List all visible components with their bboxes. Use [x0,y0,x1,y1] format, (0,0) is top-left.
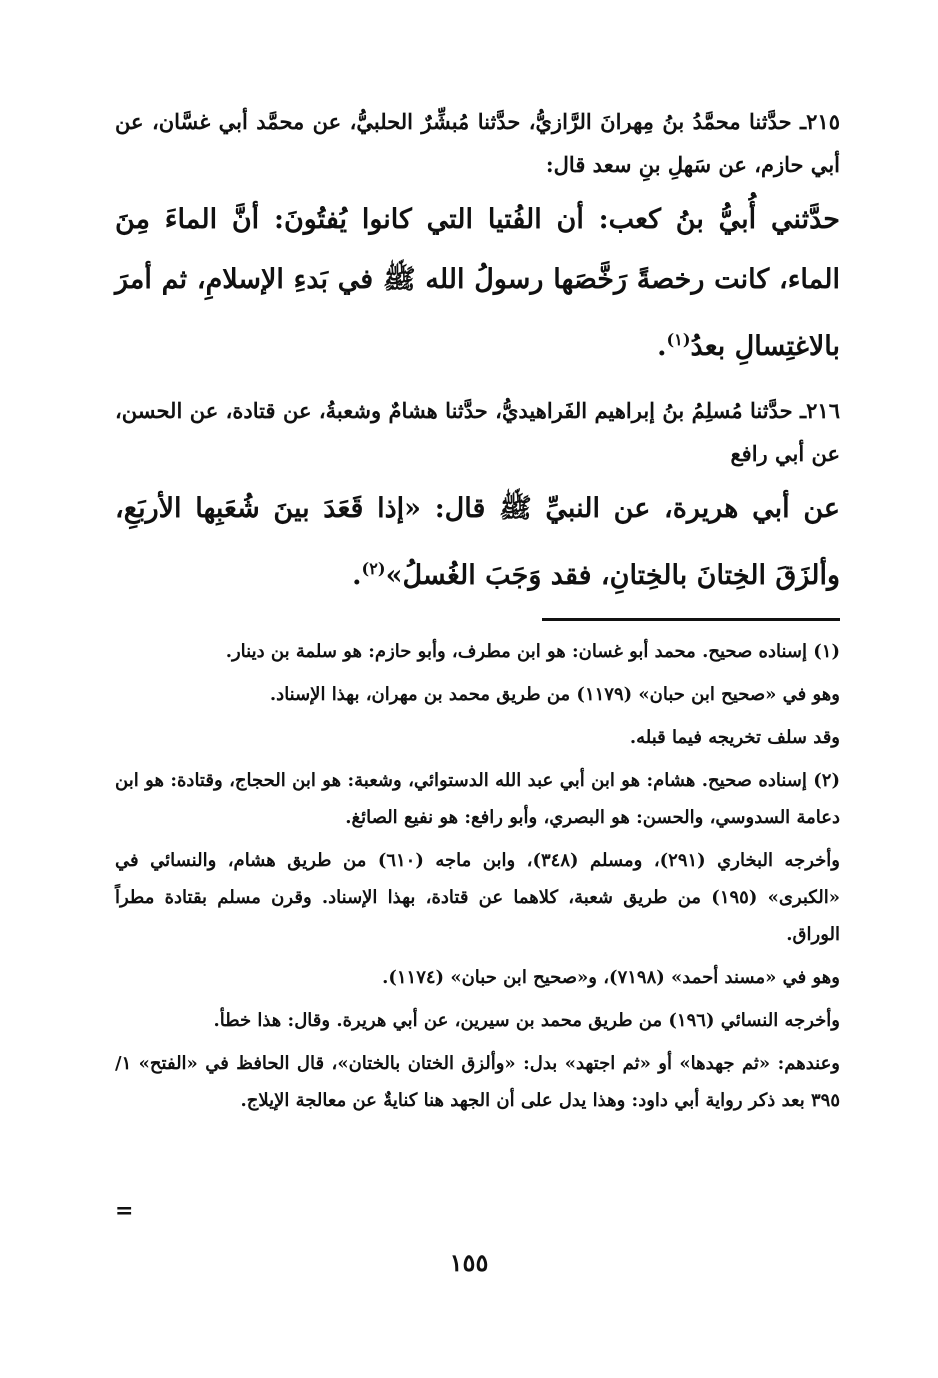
footnote-1-line: وهو في «صحيح ابن حبان» (١١٧٩) من طريق محمد بن مهران، بهذا الإسناد. [269,684,840,705]
hadith-chain: ٢١٥ـ حدَّثنا محمَّدُ بنُ مِهرانَ الرَّازيُّ، حدَّثنا مُبشِّرٌ الحلبيُّ، عن محمَّد أبي غسَّان، عن أبي حازم، عن سَهلِ بنِ سعد قال: [115,109,840,177]
page-number: ١٥٥ [449,1248,489,1277]
footnote-2-line: وأخرجه البخاري (٢٩١)، ومسلم (٣٤٨)، وابن ماجه (٦١٠) من طريق هشام، والنسائي في «الكبرى» (١٩٥) من طريق شعبة، كلاهما عن قتادة، بهذا الإسناد. وقرن مسلم بقتادة مطراً الوراق. [115,850,840,945]
hadith-matn: عن أبي هريرة، عن النبيِّ ﷺ قال: «إذا قَعَدَ بينَ شُعَبِها الأربَعِ، وألزَقَ الخِتانَ بالخِتانِ، فقد وَجَبَ الغُسلُ» [115,493,840,591]
footnote-marker: (٢) [361,559,386,578]
period: . [657,331,667,362]
footnote-marker: (١) [666,330,691,349]
footnote-2-line: (٢) إسناده صحيح. هشام: هو ابن أبي عبد الله الدستوائي، وشعبة: هو ابن الحجاج، وقتادة: هو ابن دعامة السدوسي، والحسن: هو البصري، وأبو رافع: هو نفيع الصائغ. [115,770,840,828]
continuation-mark: = [115,1198,134,1224]
footnotes [115,633,840,1119]
page-body [115,100,840,1125]
hadith-216 [115,389,840,606]
footnote-1-line: وقد سلف تخريجه فيما قبله. [629,727,840,748]
footnote-2-line: وأخرجه النسائي (١٩٦) من طريق محمد بن سيرين، عن أبي هريرة. وقال: هذا خطأ. [213,1010,840,1031]
footnote-separator [542,618,840,621]
hadith-text [115,479,840,606]
hadith-matn: حدَّثني أُبيُّ بنُ كعب: أن الفُتيا التي كانوا يُفتُونَ: أنَّ الماءَ مِنَ الماء، كانت رخصةً رَخَّصَها رسولُ الله ﷺ في بَدءِ الإسلامِ، ثم أمرَ بالاغتِسالِ بعدُ [115,204,840,362]
footnote-2-line: وعندهم: «ثم جهدها» أو «ثم اجتهد» بدل: «وألزق الختان بالختان»، قال الحافظ في «الفتح» ١/ ٣٩٥ بعد ذكر رواية أبي داود: وهذا يدل على أن الجهد هنا كنايةٌ عن معالجة الإيلاج. [115,1053,840,1111]
hadith-215 [115,100,840,377]
footnote-2-line: وهو في «مسند أحمد» (٧١٩٨)، و«صحيح ابن حبان» (١١٧٤). [382,967,840,988]
hadith-text [115,190,840,377]
period: . [352,560,362,591]
hadith-chain: ٢١٦ـ حدَّثنا مُسلِمُ بنُ إبراهيم الفَراهيديُّ، حدَّثنا هشامٌ وشعبةُ، عن قتادة، عن الحسن، عن أبي رافع [115,398,840,466]
footnote-1-line: (١) إسناده صحيح. محمد أبو غسان: هو ابن مطرف، وأبو حازم: هو سلمة بن دينار. [225,641,840,662]
